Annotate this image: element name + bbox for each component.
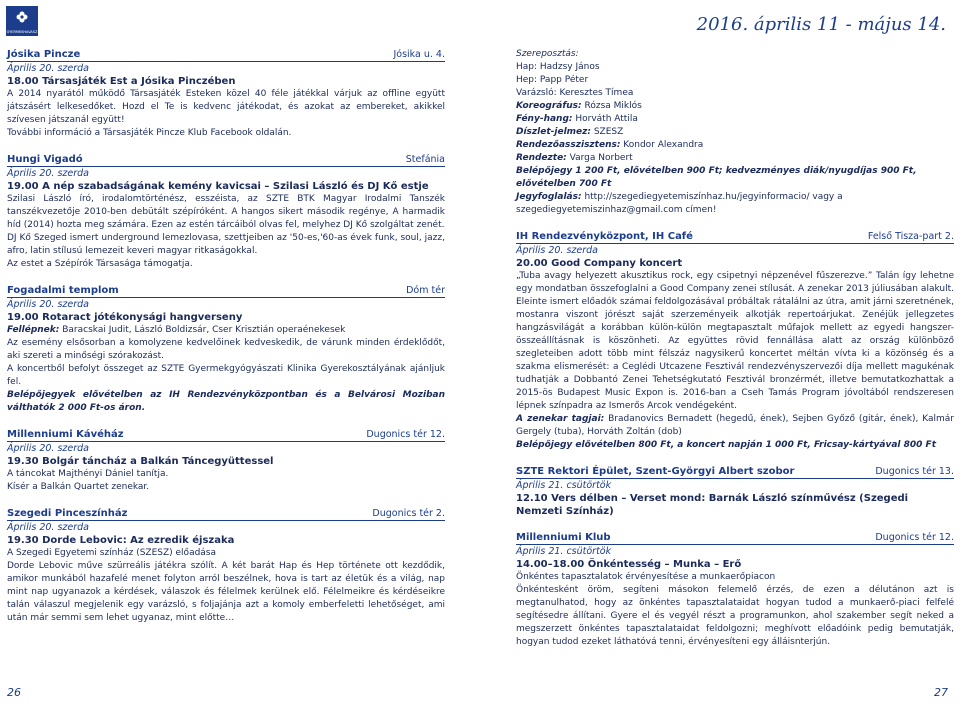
event-date: Április 20. szerda xyxy=(7,522,89,533)
ticket-info: Belépőjegy elővételben 800 Ft, a koncert napján 1 000 Ft, Fricsay-kártyával 800 Ft xyxy=(516,440,937,450)
credit-line xyxy=(516,100,954,113)
event-date: Április 21. csütörtök xyxy=(516,480,612,491)
event-date: Április 20. szerda xyxy=(516,245,598,256)
credit-label: Rendezőasszisztens: xyxy=(516,140,621,150)
event-block xyxy=(7,284,445,415)
venue-line xyxy=(7,507,445,521)
event-date: Április 20. szerda xyxy=(7,168,89,179)
event-title: 19.00 Rotaract jótékonysági hangverseny xyxy=(7,312,243,323)
credit-text: http://szegediegyetemiszínhaz.hu/jegyinformacio/ vagy a szegediegyetemiszinhaz@gmail.com címen! xyxy=(516,192,843,215)
right-column xyxy=(516,48,954,662)
event-paragraph: További információ a Társasjáték Pincze Klub Facebook oldalán. xyxy=(7,128,292,138)
lead-label: Fellépnek: xyxy=(7,325,60,335)
event-paragraph: „Tuba avagy helyezett akusztikus rock, egy csipetnyi népzenével fűszerezve.” Talán így lehetne egy mondatban összefoglalni a Good Company zenei stílusát. A zenekar 2013 júliusában alakult. Eleinte ismert előadók számai feldolgozásával próbáltak rátalálni az útra, amit járni szeretnének, mostanra viszont jórészt saját szerzeményeik alkotják repertoárjukat. Zenéjük jellegzetes hangzásvilágát a korábban külön-külön megtapasztalt műfajok mellett az egyedi hangszer-összeállításnak is köszönheti. Az együttes rövid fennállása alatt az ország különböző szegleteiben adott több mint félszáz nagysikerű koncertet méltán vívta ki a közönség és a szakma elismerését: a Ceglédi Utcazene Fesztivál rendezvényszervezői díja mellett magukénak tudhatják a Dobbantó Zenei Tehetségkutató Fesztivál bronzérmét, illetve bemutatkozhattak a 2015-ös Budapest Music Expon is. 2016-ban a Cseh Tamás Program jóvoltából rendszeresen lépnek színpadra az Ismerős Arcok vendégeként. xyxy=(516,271,954,411)
lead-text: Bradanovics Bernadett (hegedű, ének), Sejben Győző (gitár, ének), Kalmár Gergely (tuba), Horváth Zoltán (dob) xyxy=(516,414,954,437)
venue-line xyxy=(516,230,954,244)
credit-label: Koreográfus: xyxy=(516,101,582,111)
event-body xyxy=(516,270,954,452)
venue-address: Stefánia xyxy=(405,154,445,165)
event-date: Április 21. csütörtök xyxy=(516,546,612,557)
credit-text: Horváth Attila xyxy=(572,114,638,124)
venue-name: Fogadalmi templom xyxy=(7,285,119,296)
event-paragraph: A táncokat Majthényi Dániel tanítja. xyxy=(7,469,169,479)
date-header: 2016. április 11 - május 14. xyxy=(696,14,946,35)
page-number-right: 27 xyxy=(934,686,948,699)
venue-address: Dugonics tér 12. xyxy=(875,532,954,543)
event-title: 20.00 Good Company koncert xyxy=(516,258,683,269)
credit-label: Fény-hang: xyxy=(516,114,573,124)
left-column xyxy=(7,48,445,638)
flower-icon xyxy=(15,10,29,24)
event-body xyxy=(7,88,445,140)
credit-text: Varga Norbert xyxy=(566,153,633,163)
venue-name: Millenniumi Kávéház xyxy=(7,429,124,440)
venue-line xyxy=(7,48,445,62)
venue-name: Hungi Vigadó xyxy=(7,154,83,165)
credit-text: Hep: Papp Péter xyxy=(516,75,589,85)
event-date: Április 20. szerda xyxy=(7,299,89,310)
credit-label: Jegyfoglalás: xyxy=(516,192,582,202)
ticket-info: Belépőjegyek elővételben az IH Rendezvényközpontban és a Belvárosi Moziban válthatók 2 000 Ft-os áron. xyxy=(7,390,445,413)
lead-label: A zenekar tagjai: xyxy=(516,414,605,424)
venue-address: Dugonics tér 13. xyxy=(875,466,954,477)
credit-text: Kondor Alexandra xyxy=(620,140,704,150)
credit-line xyxy=(516,87,954,100)
event-lead xyxy=(516,413,954,439)
credit-label: Díszlet-jelmez: xyxy=(516,127,591,137)
venue-name: Jósika Pincze xyxy=(7,49,81,60)
event-block xyxy=(7,428,445,494)
venue-address: Dugonics tér 12. xyxy=(366,429,445,440)
credit-label: Belépőjegy 1 200 Ft, elővételben 900 Ft; kedvezményes diák/nyugdíjas 900 Ft, elővételben 700 Ft xyxy=(516,166,917,189)
credit-label: Rendezte: xyxy=(516,153,567,163)
event-title: 12.10 Vers délben – Verset mond: Barnák László színművész (Szegedi Nemzeti Színház) xyxy=(516,493,909,517)
venue-line xyxy=(7,284,445,298)
logo xyxy=(6,6,38,36)
credits-intro: Szereposztás: xyxy=(516,49,579,59)
event-title: 14.00–18.00 Önkéntesség – Munka – Erő xyxy=(516,559,742,570)
credit-line xyxy=(516,165,954,191)
event-block xyxy=(7,153,445,271)
event-body xyxy=(7,468,445,494)
event-title: 19.30 Dorde Lebovic: Az ezredik éjszaka xyxy=(7,535,235,546)
event-body xyxy=(7,324,445,415)
venue-address: Dugonics tér 2. xyxy=(372,508,445,519)
event-lead xyxy=(7,324,445,337)
event-body xyxy=(516,571,954,649)
event-block xyxy=(7,48,445,140)
event-paragraph: Kísér a Balkán Quartet zenekar. xyxy=(7,482,150,492)
event-block xyxy=(7,507,445,625)
credit-text: Rózsa Miklós xyxy=(581,101,642,111)
credit-line xyxy=(516,113,954,126)
event-block xyxy=(516,230,954,452)
credit-text: Varázsló: Keresztes Tímea xyxy=(516,88,634,98)
event-date: Április 20. szerda xyxy=(7,443,89,454)
event-title: 19.00 A nép szabadságának kemény kavicsai – Szilasi László és DJ Kő estje xyxy=(7,181,429,192)
venue-line xyxy=(7,153,445,167)
venue-name: SZTE Rektori Épület, Szent-Györgyi Albert szobor xyxy=(516,466,795,477)
lead-text: Baracskai Judit, László Boldizsár, Cser Krisztián operaénekesek xyxy=(59,325,346,335)
event-paragraph: Önkéntesként öröm, segíteni másokon felemelő érzés, de ezen a délutánon azt is megtanulhatod, hogy az önkéntes tapasztalataidat hogyan tudod a munkaerő-piaci felfelé segítésedre állítani. Gyere el és vegyél részt a programunkon, ahol szakember segít neked a megszerzett önkéntes tapasztalataidat feldolgozni; meghívott előadóink pedig bemutatják, hogyan tudod ezeket láthatóvá tenni, érvényesíteni egy álláisnterjún. xyxy=(516,585,954,647)
event-paragraph: A 2014 nyarától működő Társasjáték Esteken közel 40 féle játékkal várjuk az offline együtt játszásért lelkesedőket. Hozd el Te is kedvenc játékodat, és azokat az embereket, akikkel szívesen játszanál együtt! xyxy=(7,89,445,125)
page-number-left: 26 xyxy=(7,686,21,699)
event-title: 18.00 Társasjáték Est a Jósika Pinczében xyxy=(7,76,236,87)
event-block xyxy=(516,531,954,649)
event-date: Április 20. szerda xyxy=(7,63,89,74)
credit-line xyxy=(516,139,954,152)
venue-address: Jósika u. 4. xyxy=(393,49,445,60)
credit-line xyxy=(516,61,954,74)
credit-text: SZESZ xyxy=(590,127,624,137)
venue-name: Millenniumi Klub xyxy=(516,532,611,543)
event-title: 19.30 Bolgár táncház a Balkán Táncegyüttessel xyxy=(7,456,274,467)
credit-line xyxy=(516,191,954,217)
venue-address: Felső Tisza-part 2. xyxy=(867,231,954,242)
right-events xyxy=(516,230,954,649)
event-paragraph: Dorde Lebovic műve szürreális játékra szólít. A két barát Hap és Hep története ott kezdődik, amikor munkából hazafelé menet folyton arról beszélnek, hova is tart az életük és a világ, nap mint nap ugyanazok a kérdések, válaszok és félelmek kerülnek elő. Félelmeikre és kérdéseikre talán válaszul megjelenik egy varázsló, s foljajánja azt a komoly emberfeletti lehetőséget, ami után már semmi sem lehet ugyanaz, mint előtte… xyxy=(7,561,445,623)
event-paragraph: A Szegedi Egyetemi színház (SZESZ) előadása xyxy=(7,548,217,558)
credits-block xyxy=(516,48,954,217)
event-paragraph: Önkéntes tapasztalatok érvényesítése a munkaerőpiacon xyxy=(516,572,776,582)
event-block xyxy=(516,465,954,518)
credit-line xyxy=(516,74,954,87)
credit-text: Hap: Hadzsy János xyxy=(516,62,600,72)
venue-line xyxy=(516,531,954,545)
venue-address: Dóm tér xyxy=(406,285,445,296)
event-paragraph: Szilasi László író, irodalomtörténész, esszéista, az SZTE BTK Magyar Irodalmi Tanszék tanszékvezetője 2010-ben debütált szépíróként. A hangos sikert második regénye, A harmadik híd (2014) hozta meg számára. Ezen az estén tárcáiból olvas fel, melyhez DJ Kő szolgáltat zenét. xyxy=(7,194,445,230)
credit-line xyxy=(516,152,954,165)
logo-text: GYERMEKHAVASZ xyxy=(6,30,38,34)
event-paragraph: A koncertből befolyt összeget az SZTE Gyermekgyógyászati Klinika Gyerekosztályának ajánljuk fel. xyxy=(7,364,445,387)
venue-name: IH Rendezvényközpont, IH Café xyxy=(516,231,693,242)
event-body xyxy=(7,193,445,271)
event-body xyxy=(7,547,445,625)
venue-line xyxy=(516,465,954,479)
event-paragraph: Az estet a Szépírók Társasága támogatja. xyxy=(7,259,193,269)
credit-line xyxy=(516,126,954,139)
venue-name: Szegedi Pinceszínház xyxy=(7,508,128,519)
venue-line xyxy=(7,428,445,442)
event-paragraph: DJ Kő Szeged ismert underground lemezlovasa, szettjeiben az '50-es,'60-as évek funk, soul, jazz, afro, latin stílusú lemezeit keveri magyar ritkaságokkal. xyxy=(7,233,445,256)
event-paragraph: Az esemény elsősorban a komolyzene kedvelőinek kedveskedik, de várunk minden érdeklődőt, aki szereti a minőségi szórakozást. xyxy=(7,338,445,361)
